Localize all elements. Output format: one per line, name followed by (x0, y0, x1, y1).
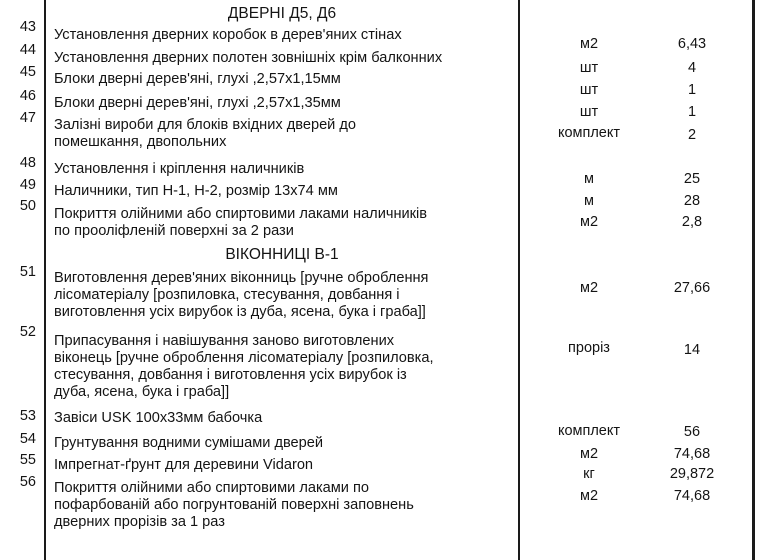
unit-cell: шт (579, 104, 599, 120)
unit-cell: м2 (579, 488, 599, 504)
work-description (54, 117, 514, 151)
unit-cell: м (584, 171, 594, 187)
row-number: 54 (19, 431, 36, 447)
work-description-line: Імпрегнат-ґрунт для деревини Vidaron (54, 457, 314, 473)
unit-cell: комплект (557, 125, 621, 141)
unit-cell: м (584, 193, 594, 209)
section-title-shutters: ВІКОННИЦІ В-1 (225, 246, 339, 263)
quantity-cell: 74,68 (673, 488, 711, 504)
work-description (54, 50, 514, 67)
work-description (54, 161, 514, 178)
quantity-cell: 56 (683, 424, 701, 440)
work-description-line: Покриття олійними або спиртовими лаками по (54, 480, 370, 496)
work-description (54, 95, 514, 112)
row-number: 47 (19, 110, 36, 126)
section-title-doors: ДВЕРНІ Д5, Д6 (227, 5, 337, 22)
row-number: 48 (19, 155, 36, 171)
work-description-line: Установлення дверних коробок в дерев'яних стінах (54, 27, 402, 43)
row-number: 51 (19, 264, 36, 280)
unit-cell: кг (583, 466, 595, 482)
row-number: 52 (19, 324, 36, 340)
work-description (54, 270, 514, 321)
unit-cell: м2 (579, 214, 599, 230)
unit-cell: шт (579, 82, 599, 98)
unit-cell: шт (579, 60, 599, 76)
unit-cell: м2 (579, 446, 599, 462)
row-number: 44 (19, 42, 36, 58)
work-description-line: дуба, ясена, бука і граба]] (54, 384, 230, 400)
work-description-line: помешкання, двопольних (54, 134, 227, 150)
quantity-cell: 6,43 (677, 36, 707, 52)
work-description (54, 457, 514, 474)
unit-cell: м2 (579, 36, 599, 52)
work-description-line: Грунтування водними сумішами дверей (54, 435, 324, 451)
work-description-line: Виготовлення дерев'яних віконниць [ручне оброблення (54, 270, 429, 286)
column-divider-right-edge (752, 0, 755, 560)
work-description-line: віконець [ручне оброблення лісоматеріалу [розпиловка, (54, 350, 434, 366)
quantity-cell: 1 (687, 82, 697, 98)
unit-cell: проріз (568, 340, 610, 356)
work-description-line: стесування, довбання і виготовлення усіх вирубок із (54, 367, 407, 383)
row-number: 55 (19, 452, 36, 468)
row-number: 46 (19, 88, 36, 104)
quantity-cell: 29,872 (669, 466, 715, 482)
quantity-cell: 2,8 (681, 214, 703, 230)
work-description (54, 206, 514, 240)
column-divider-number (44, 0, 46, 560)
work-description-line: Наличники, тип Н-1, Н-2, розмір 13х74 мм (54, 183, 338, 199)
quantity-cell: 14 (683, 342, 701, 358)
work-description-line: Завіси USK 100х33мм бабочка (54, 410, 263, 426)
quantity-cell: 25 (683, 171, 701, 187)
work-description-line: лісоматеріалу [розпиловка, стесування, довбання і (54, 287, 400, 303)
quantity-cell: 2 (687, 127, 697, 143)
quantity-cell: 27,66 (673, 280, 711, 296)
quantity-cell: 4 (687, 60, 697, 76)
row-number: 50 (19, 198, 36, 214)
row-number: 49 (19, 177, 36, 193)
quantity-cell: 1 (687, 104, 697, 120)
unit-cell: м2 (579, 280, 599, 296)
work-description-line: виготовлення усіх вирубок із дуба, ясена, бука і граба]] (54, 304, 426, 320)
row-number: 56 (19, 474, 36, 490)
quantity-cell: 74,68 (673, 446, 711, 462)
work-description (54, 27, 514, 44)
work-description-line: по прооліфленій поверхні за 2 рази (54, 223, 294, 239)
work-description (54, 410, 514, 427)
work-description (54, 333, 514, 401)
work-description-line: Установлення дверних полотен зовнішніх крім балконних (54, 50, 443, 66)
work-description (54, 480, 514, 531)
row-number: 45 (19, 64, 36, 80)
work-description-line: Блоки дверні дерев'яні, глухі ,2,57х1,35мм (54, 95, 341, 111)
row-number: 53 (19, 408, 36, 424)
quantity-cell: 28 (683, 193, 701, 209)
work-description-line: Залізні вироби для блоків вхідних дверей до (54, 117, 357, 133)
work-description-line: дверних прорізів за 1 раз (54, 514, 225, 530)
row-number: 43 (19, 19, 36, 35)
work-description-line: Блоки дверні дерев'яні, глухі ,2,57х1,15мм (54, 71, 341, 87)
work-description (54, 183, 514, 200)
work-description (54, 435, 514, 452)
work-description-line: Установлення і кріплення наличників (54, 161, 305, 177)
work-description-line: Припасування і навішування заново виготовлених (54, 333, 395, 349)
work-description-line: Покриття олійними або спиртовими лаками наличників (54, 206, 428, 222)
work-description-line: пофарбованій або погрунтованій поверхні заповнень (54, 497, 414, 513)
unit-cell: комплект (557, 423, 621, 439)
work-description (54, 71, 514, 88)
